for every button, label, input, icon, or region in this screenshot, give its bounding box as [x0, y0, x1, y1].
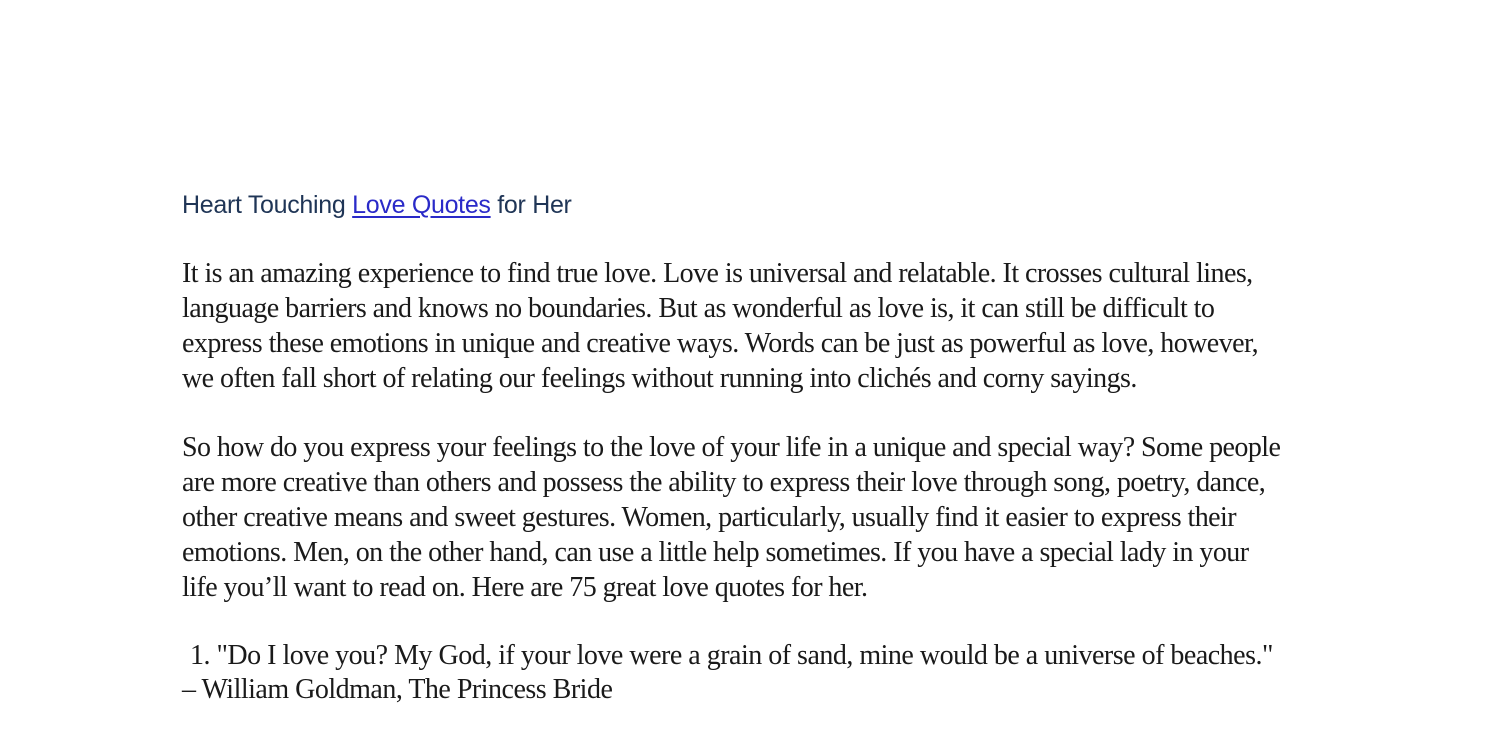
paragraph-line: other creative means and sweet gestures. Women, particularly, usually find it easier to express their [182, 502, 1237, 533]
quote-item [182, 639, 1472, 707]
quote-line [182, 639, 1472, 673]
document-body [182, 188, 1472, 707]
quote-text: "Do I love you? My God, if your love were a grain of sand, mine would be a universe of beaches." [216, 640, 1273, 671]
love-quotes-link[interactable]: Love Quotes [352, 191, 491, 219]
paragraph-line: language barriers and knows no boundaries. But as wonderful as love is, it can still be difficult to [182, 293, 1215, 324]
intro-paragraph [182, 256, 1472, 396]
paragraph-line: It is an amazing experience to find true love. Love is universal and relatable. It crosses cultural lines, [182, 258, 1253, 289]
title-suffix: for Her [490, 191, 572, 219]
title-prefix: Heart Touching [182, 191, 353, 219]
paragraph-line: express these emotions in unique and creative ways. Words can be just as powerful as love, however, [182, 328, 1259, 359]
quote-number: 1. [190, 640, 210, 671]
paragraph-line: are more creative than others and possess the ability to express their love through song, poetry, dance, [182, 467, 1266, 498]
paragraph-line: we often fall short of relating our feelings without running into clichés and corny sayings. [182, 363, 1137, 394]
paragraph-line: So how do you express your feelings to the love of your life in a unique and special way? Some people [182, 432, 1281, 463]
paragraph-line: emotions. Men, on the other hand, can use a little help sometimes. If you have a special lady in your [182, 537, 1249, 568]
quote-attribution: – William Goldman, The Princess Bride [182, 674, 613, 705]
page-title [182, 188, 1472, 222]
second-paragraph [182, 430, 1472, 605]
paragraph-line: life you’ll want to read on. Here are 75 great love quotes for her. [182, 572, 868, 603]
